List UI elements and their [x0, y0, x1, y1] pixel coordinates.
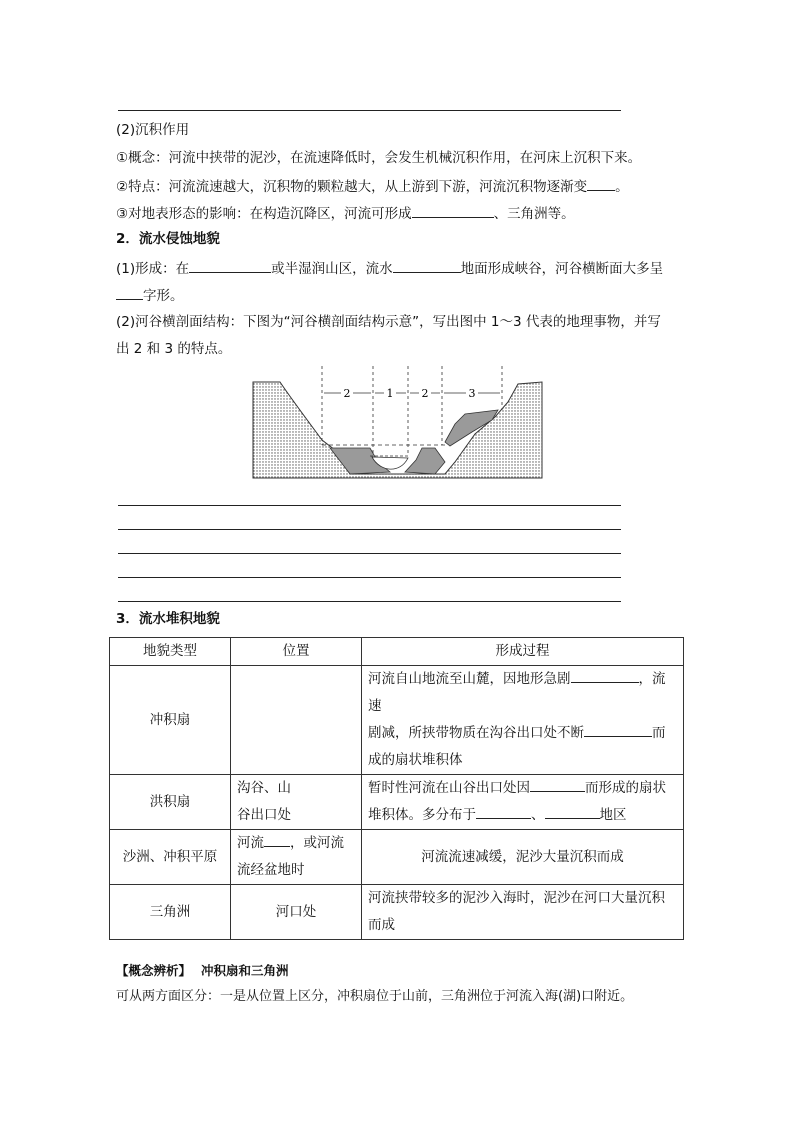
valley-cross-section-diagram	[250, 362, 544, 482]
landform-table	[109, 637, 684, 940]
landform-process	[362, 885, 684, 940]
landform-type: 三角洲	[110, 885, 231, 940]
landform-process: 河流流速减缓，泥沙大量沉积而成	[362, 830, 684, 885]
table-header: 地貌类型	[110, 638, 231, 666]
sediment-feature	[116, 176, 629, 196]
answer-line[interactable]	[118, 529, 621, 530]
answer-line[interactable]	[118, 505, 621, 506]
sediment-concept: ①概念：河流中挟带的泥沙，在流速降低时，会发生机械沉积作用，在河床上沉积下来。	[116, 150, 642, 166]
sediment-feature-end: 。	[615, 179, 629, 195]
location-text: ，或河流	[290, 835, 344, 851]
process-text: 地区	[599, 807, 627, 823]
location-text: 谷出口处	[237, 807, 291, 823]
erosion-form-text-2: 或半湿润山区，流水	[271, 261, 393, 277]
landform-location	[231, 830, 362, 885]
table-row	[110, 666, 684, 775]
sediment-feature-text: ②特点：河流流速越大，沉积物的颗粒越大，从上游到下游，河流沉积物逐渐变	[116, 179, 588, 195]
answer-line-top[interactable]	[118, 110, 621, 111]
concept-note-subject: 冲积扇和三角洲	[201, 963, 289, 978]
answer-line[interactable]	[118, 553, 621, 554]
fill-blank[interactable]	[571, 668, 639, 683]
concept-note-label: 【概念辨析】	[116, 963, 192, 978]
landform-location	[231, 775, 362, 830]
answer-line[interactable]	[118, 601, 621, 602]
valley-floodplain-right	[405, 448, 445, 474]
erosion-structure: (2)河谷横剖面结构：下图为“河谷横剖面结构示意”，写出图中 1～3 代表的地理事物，并写	[116, 314, 661, 330]
diagram-label-3: 3	[468, 387, 476, 400]
landform-process	[362, 666, 684, 775]
concept-note-title	[116, 962, 289, 980]
process-text: 而形成的扇状	[585, 780, 666, 796]
fill-blank[interactable]	[264, 832, 290, 847]
fill-blank[interactable]	[412, 203, 494, 218]
erosion-structure-cont: 出 2 和 3 的特点。	[116, 341, 232, 357]
process-text: 河流挟带较多的泥沙入海时，泥沙在河口大量沉积	[368, 890, 665, 906]
erosion-form	[116, 258, 663, 278]
landform-process	[362, 775, 684, 830]
landform-type: 洪积扇	[110, 775, 231, 830]
sediment-heading: (2)沉积作用	[116, 122, 190, 138]
erosion-form-text-1: (1)形成：在	[116, 261, 190, 277]
concept-note-text: 可从两方面区分：一是从位置上区分，冲积扇位于山前，三角洲位于河流入海(湖)口附近。	[116, 989, 634, 1004]
fill-blank[interactable]	[584, 722, 652, 737]
table-header-row	[110, 638, 684, 666]
table-row	[110, 885, 684, 940]
process-text: 堆积体。多分布于	[368, 807, 476, 823]
landform-location[interactable]	[231, 666, 362, 775]
landform-type: 冲积扇	[110, 666, 231, 775]
deposit-heading: 3．流水堆积地貌	[116, 611, 220, 627]
fill-blank[interactable]	[189, 258, 271, 273]
table-header: 位置	[231, 638, 362, 666]
fill-blank[interactable]	[545, 804, 600, 819]
erosion-heading: 2．流水侵蚀地貌	[116, 231, 220, 247]
fill-blank[interactable]	[476, 804, 531, 819]
table-header: 形成过程	[362, 638, 684, 666]
erosion-form-text-4: 字形。	[143, 288, 184, 304]
landform-type: 沙洲、冲积平原	[110, 830, 231, 885]
location-text: 流经盆地时	[237, 862, 305, 878]
table-row	[110, 775, 684, 830]
sediment-influence-end: 、三角洲等。	[493, 206, 575, 222]
process-text: 、	[531, 807, 545, 823]
diagram-label-2-right: 2	[421, 387, 429, 400]
process-text: 暂时性河流在山谷出口处因	[368, 780, 530, 796]
process-text: 剧减，所挟带物质在沟谷出口处不断	[368, 725, 584, 741]
fill-blank[interactable]	[116, 285, 143, 300]
process-text: 成的扇状堆积体	[368, 752, 463, 768]
table-row	[110, 830, 684, 885]
process-text: 而	[652, 725, 666, 741]
location-text: 沟谷、山	[237, 780, 291, 796]
process-text: 河流自山地流至山麓，因地形急剧	[368, 671, 571, 687]
diagram-label-1: 1	[386, 387, 394, 400]
answer-line[interactable]	[118, 577, 621, 578]
diagram-label-2-left: 2	[343, 387, 351, 400]
erosion-form-text-3: 地面形成峡谷，河谷横断面大多呈	[460, 261, 664, 277]
process-text: 而成	[368, 917, 395, 933]
fill-blank[interactable]	[530, 777, 585, 792]
erosion-form-cont	[116, 285, 184, 305]
process-text: ，流速	[368, 671, 666, 714]
landform-location: 河口处	[231, 885, 362, 940]
fill-blank[interactable]	[587, 176, 615, 191]
sediment-influence	[116, 203, 575, 223]
location-text: 河流	[237, 835, 264, 851]
sediment-influence-text: ③对地表形态的影响：在构造沉降区，河流可形成	[116, 206, 412, 222]
fill-blank[interactable]	[393, 258, 461, 273]
